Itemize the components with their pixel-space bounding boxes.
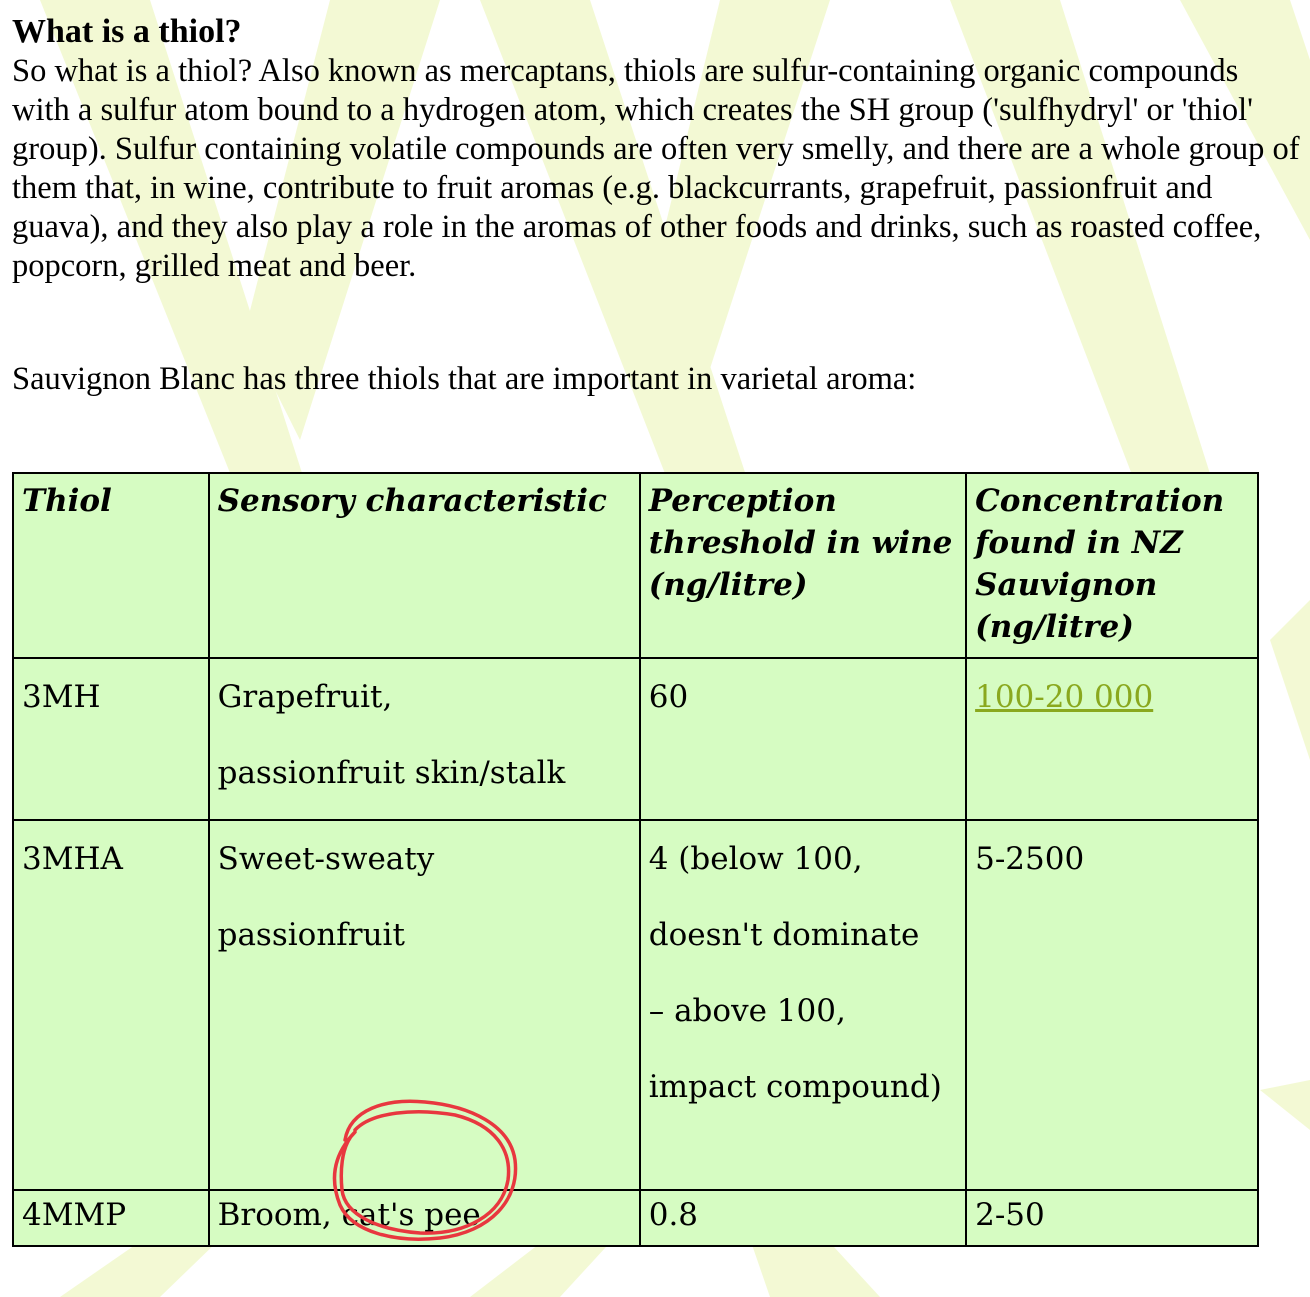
table-header-row xyxy=(13,473,1258,658)
intro-paragraph: So what is a thiol? Also known as mercaptans, thiols are sulfur-containing organic compounds with a sulfur atom bound to a hydrogen atom, which creates the SH group ('sulfhydryl' or 'thiol' group). Sulfur containing volatile compounds are often very smelly, and there are a whole group of them that, in wine, contribute to fruit aromas (e.g. blackcurrants, grapefruit, passionfruit and guava), and they also play a role in the aromas of other foods and drinks, such as roasted coffee, popcorn, grilled meat and beer. xyxy=(12,53,1300,284)
cell-thiol: 4MMP xyxy=(13,1190,209,1246)
cell-line: impact compound) xyxy=(648,1069,942,1105)
page-title: What is a thiol? xyxy=(12,13,242,50)
cell-line: Grapefruit, xyxy=(217,679,393,715)
cell-line: 60 xyxy=(648,679,689,715)
cell-concentration: 5-2500 xyxy=(966,820,1258,1190)
cell-threshold xyxy=(640,658,966,820)
table-row xyxy=(13,658,1258,820)
cell-line: passionfruit xyxy=(217,917,405,953)
cell-concentration: 2-50 xyxy=(966,1190,1258,1246)
cell-line: 4 (below 100, xyxy=(648,841,863,877)
header-threshold: Perception threshold in wine (ng/litre) xyxy=(640,473,966,658)
cell-line: Broom, cat's pee xyxy=(217,1197,481,1233)
cell-threshold xyxy=(640,1190,966,1246)
header-concentration: Concentration found in NZ Sauvignon (ng/litre) xyxy=(966,473,1258,658)
cell-line: 0.8 xyxy=(648,1197,699,1233)
header-sensory: Sensory characteristic xyxy=(209,473,640,658)
table-row xyxy=(13,1190,1258,1246)
cell-line: Sweet-sweaty xyxy=(217,841,435,877)
cell-sensory xyxy=(209,658,640,820)
cell-thiol: 3MH xyxy=(13,658,209,820)
cell-sensory xyxy=(209,820,640,1190)
thiol-table xyxy=(12,472,1259,1247)
concentration-link[interactable]: 100-20 000 xyxy=(975,679,1154,715)
cell-concentration xyxy=(966,658,1258,820)
table-row xyxy=(13,820,1258,1190)
cell-line: passionfruit skin/stalk xyxy=(217,755,566,791)
cell-threshold xyxy=(640,820,966,1190)
cell-sensory xyxy=(209,1190,640,1246)
header-thiol: Thiol xyxy=(13,473,209,658)
cell-line: – above 100, xyxy=(648,993,846,1029)
lead-paragraph: Sauvignon Blanc has three thiols that are important in varietal aroma: xyxy=(12,361,917,397)
cell-thiol: 3MHA xyxy=(13,820,209,1190)
cell-line: doesn't dominate xyxy=(648,917,920,953)
